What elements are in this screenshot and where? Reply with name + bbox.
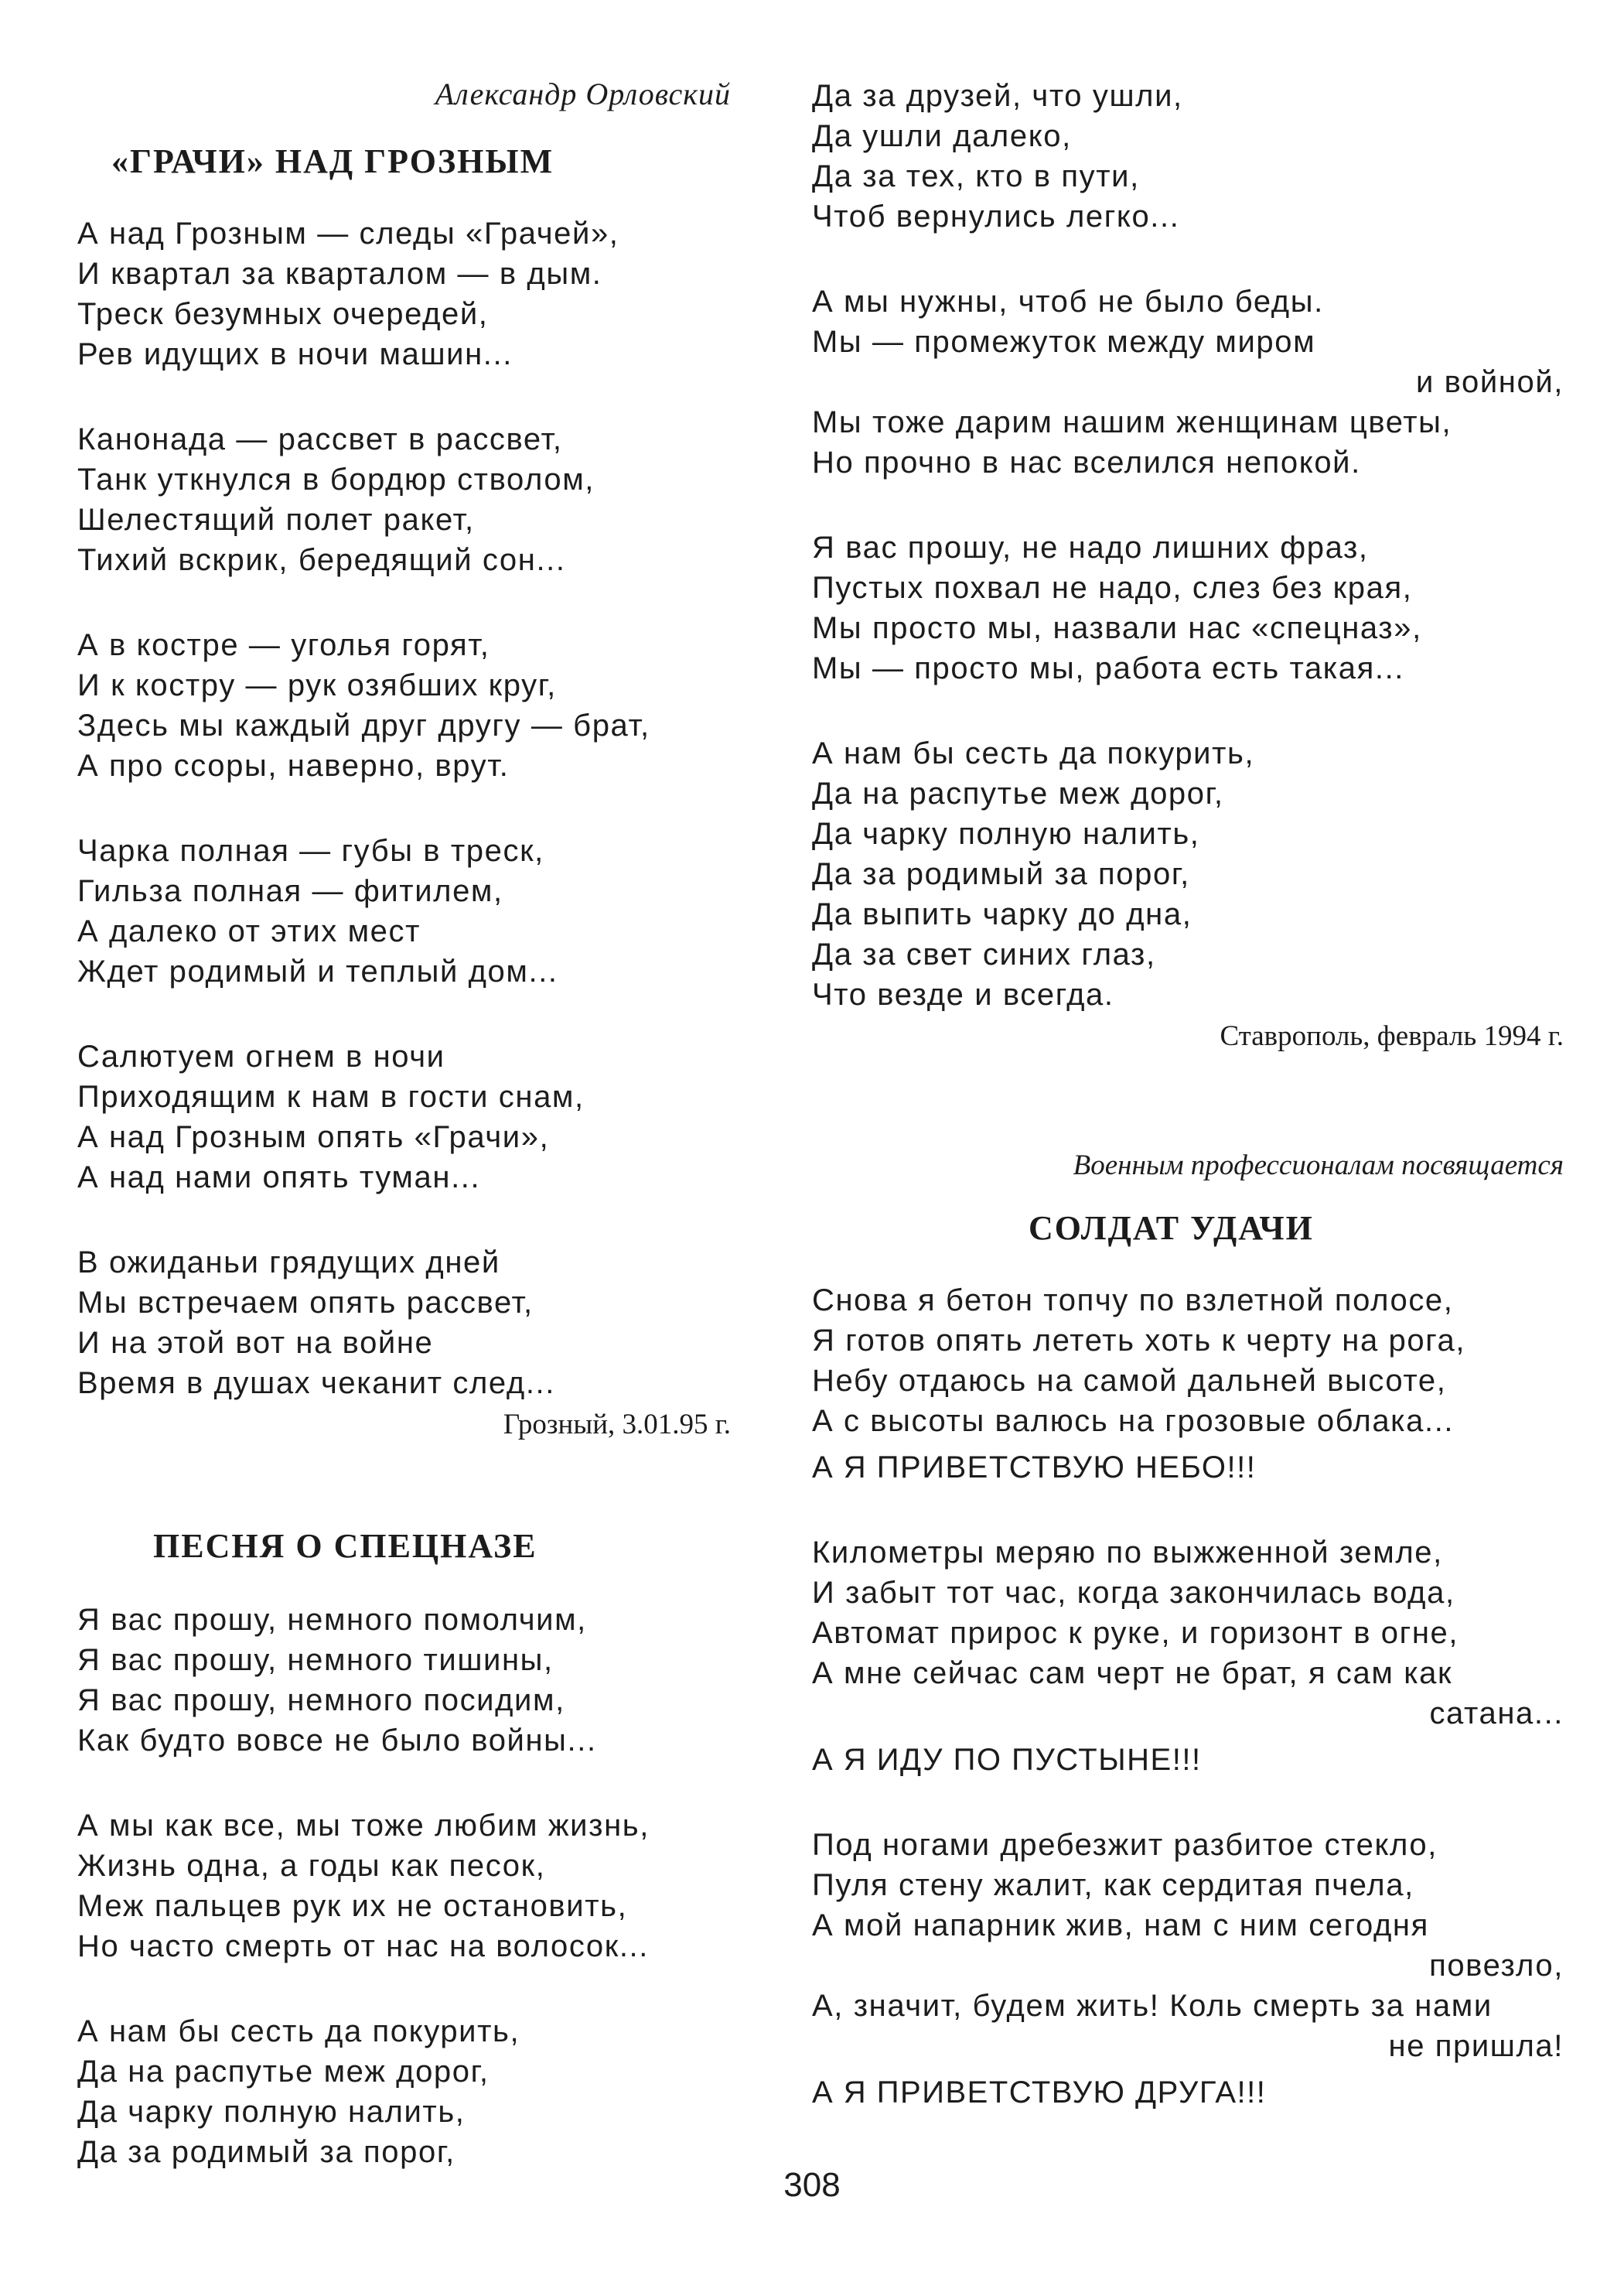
verse-line: Да на распутье меж дорог, [77, 2054, 490, 2089]
verse-line: Я готов опять лететь хоть к черту на рога, [812, 1323, 1466, 1358]
stanza [77, 1037, 731, 1197]
verse-line: А над нами опять туман... [77, 1160, 481, 1194]
place-date: Ставрополь, февраль 1994 г. [1220, 1020, 1564, 1052]
author-name: Александр Орловский [435, 77, 731, 111]
verse-line: Приходящим к нам в гости снам, [77, 1079, 585, 1114]
verse-line: Мы просто мы, назвали нас «спецназ», [812, 611, 1422, 645]
stanza [812, 282, 1564, 483]
verse-line: Да чарку полную налить, [812, 817, 1200, 851]
verse-line: А с высоты валюсь на грозовые облака... [812, 1403, 1455, 1438]
verse-line: Автомат прирос к руке, и горизонт в огне, [812, 1615, 1459, 1650]
poem-title: ПЕСНЯ О СПЕЦНАЗЕ [153, 1526, 537, 1565]
stanza [812, 1825, 1564, 2066]
verse-line: Салютуем огнем в ночи [77, 1039, 445, 1074]
verse-line: Да за родимый за порог, [812, 857, 1190, 891]
verse-line: и войной, [1415, 365, 1564, 399]
verse-line: Я вас прошу, немного посидим, [77, 1682, 565, 1717]
verse-line: Да за тех, кто в пути, [812, 159, 1140, 193]
stanza [77, 1600, 731, 1761]
verse-line: Чарка полная — губы в треск, [77, 833, 544, 868]
poem-title: «ГРАЧИ» НАД ГРОЗНЫМ [111, 142, 554, 180]
stanza [812, 76, 1564, 237]
verse-line: Жизнь одна, а годы как песок, [77, 1848, 546, 1883]
verse-line: Под ногами дребезжит разбитое стекло, [812, 1827, 1438, 1862]
verse-line: Ждет родимый и теплый дом... [77, 954, 558, 989]
verse-line: Шелестящий полет ракет, [77, 502, 475, 537]
verse-line: сатана... [1429, 1696, 1564, 1730]
verse-line: Здесь мы каждый друг другу — брат, [77, 708, 650, 743]
verse-line: Пустых похвал не надо, слез без края, [812, 571, 1413, 605]
verse-line: Километры меряю по выжженной земле, [812, 1535, 1443, 1570]
verse-line: А над Грозным опять «Грачи», [77, 1119, 550, 1154]
stanza [77, 214, 731, 374]
verse-line: Да ушли далеко, [812, 119, 1072, 153]
poem-body [77, 214, 731, 1403]
chorus-line: А Я ИДУ ПО ПУСТЫНЕ!!! [812, 1742, 1202, 1777]
stanza [77, 2011, 731, 2172]
verse-line: А мой напарник жив, нам с ним сегодня [812, 1908, 1429, 1942]
verse-line: Чтоб вернулись легко... [812, 200, 1180, 234]
stanza [812, 733, 1564, 1015]
left-column [77, 76, 731, 2217]
verse-line: Да на распутье меж дорог, [812, 777, 1224, 811]
poem-body [77, 1600, 731, 2172]
verse-line: Я вас прошу, немного тишины, [77, 1642, 554, 1677]
verse-line: Мы — промежуток между миром [812, 325, 1316, 359]
stanza [77, 1805, 731, 1966]
verse-line: И забыт тот час, когда закончилась вода, [812, 1575, 1455, 1610]
place-date: Грозный, 3.01.95 г. [503, 1408, 731, 1440]
verse-line: Я вас прошу, немного помолчим, [77, 1602, 587, 1637]
verse-line: А нам бы сесть да покурить, [812, 736, 1255, 770]
stanza [77, 625, 731, 786]
verse-line: повезло, [1429, 1948, 1564, 1983]
stanza [812, 1532, 1564, 1734]
verse-line: Да за друзей, что ушли, [812, 79, 1183, 113]
verse-line: А в костре — уголья горят, [77, 627, 490, 662]
verse-line: Снова я бетон топчу по взлетной полосе, [812, 1283, 1454, 1317]
verse-line: Рев идущих в ночи машин... [77, 336, 513, 371]
verse-line: Что везде и всегда. [812, 978, 1114, 1012]
verse-line: А мы как все, мы тоже любим жизнь, [77, 1808, 650, 1843]
poem-body [812, 76, 1564, 1015]
verse-line: Мы — просто мы, работа есть такая... [812, 651, 1405, 685]
stanza [77, 831, 731, 992]
chorus-line: А Я ПРИВЕТСТВУЮ НЕБО!!! [812, 1450, 1257, 1484]
verse-line: Гильза полная — фитилем, [77, 873, 503, 908]
verse-line: Но прочно в нас вселился непокой. [812, 446, 1361, 480]
verse-line: В ожиданьи грядущих дней [77, 1245, 500, 1279]
poem-title: СОЛДАТ УДАЧИ [1029, 1209, 1314, 1247]
verse-line: А нам бы сесть да покурить, [77, 2014, 520, 2048]
verse-line: Тихий вскрик, бередящий сон... [77, 542, 566, 577]
chorus-line: А Я ПРИВЕТСТВУЮ ДРУГА!!! [812, 2075, 1267, 2109]
stanza [77, 1242, 731, 1403]
poem-body [812, 1280, 1564, 2113]
verse-line: Пуля стену жалит, как сердитая пчела, [812, 1867, 1414, 1902]
verse-line: Да чарку полную налить, [77, 2094, 466, 2129]
verse-line: А над Грозным — следы «Грачей», [77, 216, 619, 251]
page-number: 308 [783, 2166, 841, 2204]
verse-line: И квартал за кварталом — в дым. [77, 256, 602, 291]
verse-line: И к костру — рук озябших круг, [77, 668, 557, 702]
verse-line: Но часто смерть от нас на волосок... [77, 1928, 649, 1963]
stanza [812, 528, 1564, 688]
verse-line: Мы встречаем опять рассвет, [77, 1285, 534, 1320]
verse-line: И на этой вот на войне [77, 1325, 434, 1360]
verse-line: Мы тоже дарим нашим женщинам цветы, [812, 405, 1452, 439]
verse-line: А мне сейчас сам черт не брат, я сам как [812, 1655, 1453, 1690]
verse-line: Меж пальцев рук их не остановить, [77, 1888, 628, 1923]
stanza [812, 1280, 1564, 1441]
verse-line: Как будто вовсе не было войны... [77, 1723, 597, 1758]
verse-line: А, значит, будем жить! Коль смерть за нами [812, 1988, 1493, 2023]
verse-line: А далеко от этих мест [77, 914, 421, 948]
verse-line: Да за родимый за порог, [77, 2134, 455, 2169]
verse-line: А про ссоры, наверно, врут. [77, 748, 510, 783]
verse-line: не пришла! [1388, 2028, 1564, 2063]
verse-line: Я вас прошу, не надо лишних фраз, [812, 531, 1369, 565]
verse-line: Канонада — рассвет в рассвет, [77, 422, 563, 456]
verse-line: Треск безумных очередей, [77, 296, 489, 331]
stanza [77, 419, 731, 580]
verse-line: А мы нужны, чтоб не было беды. [812, 285, 1324, 319]
verse-line: Да за свет синих глаз, [812, 938, 1156, 972]
verse-line: Время в душах чеканит след... [77, 1365, 555, 1400]
dedication: Военным профессионалам посвящается [1073, 1150, 1564, 1181]
verse-line: Танк уткнулся в бордюр стволом, [77, 462, 595, 497]
right-column [812, 76, 1564, 2157]
verse-line: Небу отдаюсь на самой дальней высоте, [812, 1363, 1447, 1398]
verse-line: Да выпить чарку до дна, [812, 897, 1192, 931]
